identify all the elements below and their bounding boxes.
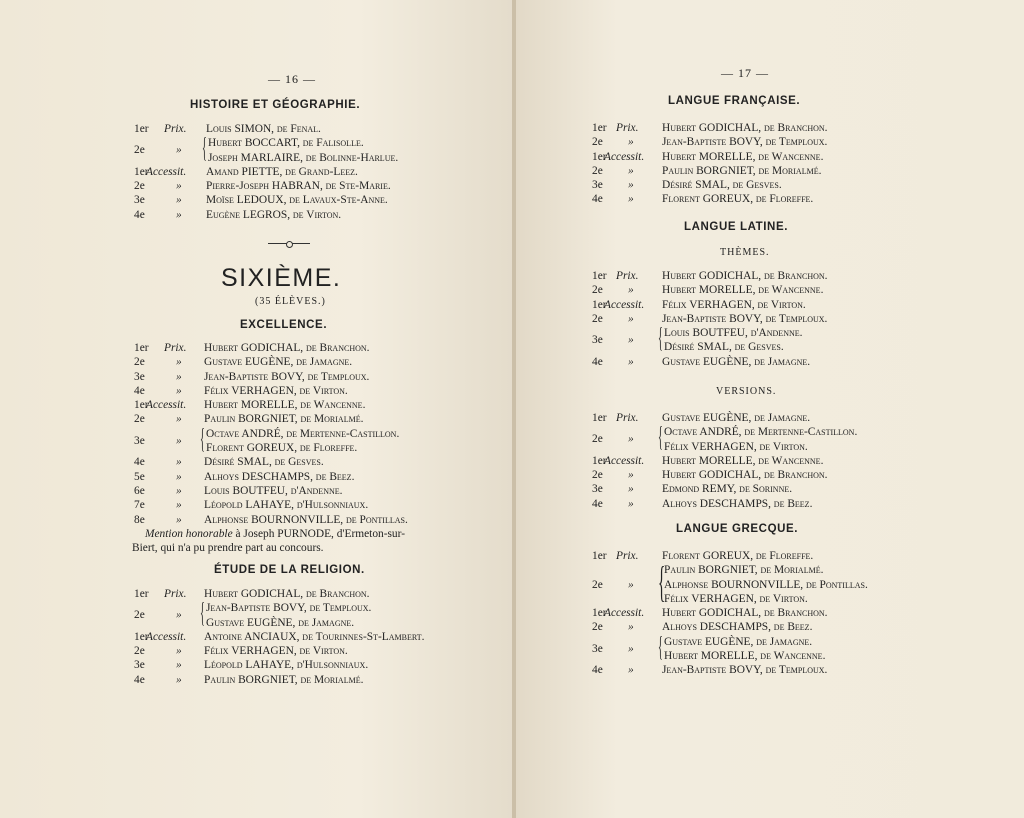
section-title-grecque: LANGUE GRECQUE. [676,523,799,535]
award-type: Accessit. [146,399,187,412]
award-type: Prix. [164,123,187,135]
list-item [134,165,474,179]
section-title-religion: ÉTUDE DE LA RELIGION. [214,564,365,576]
rank-label: 2e [134,180,145,193]
list-item [134,658,484,672]
rank-label: 2e [134,609,145,622]
award-type: » [628,664,634,677]
award-type: » [628,136,634,149]
student-name: Alhoys DESCHAMPS, de Beez. [662,621,813,634]
student-name: Hubert MORELLE, de Wancenne. [664,650,826,663]
brace-icon: { [658,422,663,454]
rank-label: 2e [134,356,145,369]
list-item [592,549,922,563]
award-type: » [176,144,182,157]
student-name: Hubert GODICHAL, de Branchon. [204,588,370,600]
rank-label: 6e [134,484,145,497]
rank-label: 4e [134,456,145,469]
rank-label: 3e [134,194,145,207]
award-type: » [628,642,634,655]
rank-label: 1er [592,454,607,467]
rank-label: 1er [592,412,607,424]
student-name: Hubert GODICHAL, de Branchon. [662,607,828,620]
student-name: Hubert MORELLE, de Wancenne. [204,399,366,412]
award-type: » [176,384,182,397]
rank-label: 1er [592,150,607,163]
student-name: Florent GOREUX, de Floreffe. [206,442,358,455]
list-item [592,340,922,354]
list-item [592,468,922,482]
award-type: » [628,164,634,177]
mention-label: Mention honorable [145,528,233,540]
student-name: Jean-Baptiste BOVY, de Temploux. [662,136,828,149]
list-item [134,398,474,412]
rank-label: 4e [134,208,145,221]
rank-label: 3e [134,434,145,447]
award-type: Prix. [164,342,187,354]
student-name: Paulin BORGNIET, de Morialmé. [664,564,824,577]
list-item [592,269,922,283]
rank-label: 4e [134,384,145,397]
rank-label: 7e [134,499,145,512]
page-number: — 16 — [268,72,316,86]
list-item [134,441,474,455]
brace-icon: { [200,423,205,455]
rank-label: 2e [592,469,603,482]
student-name: Louis BOUTFEU, d'Andenne. [664,327,803,340]
rank-label: 1er [592,550,607,562]
award-type: Accessit. [604,150,645,163]
student-name: Hubert GODICHAL, de Branchon. [662,270,828,282]
award-type: » [176,470,182,483]
student-name: Félix VERHAGEN, de Virton. [204,645,348,658]
rank-label: 2e [134,413,145,426]
student-name: Eugène LEGROS, de Virton. [206,208,342,221]
rank-label: 4e [592,355,603,368]
award-type: » [628,483,634,496]
rank-label: 1er [134,165,149,178]
list-item [134,122,474,136]
award-type: » [176,370,182,383]
list-item [592,411,922,425]
student-name: Désiré SMAL, de Gesves. [662,179,782,192]
list-item [134,616,484,630]
rank-label: 2e [592,433,603,446]
list-item [134,630,484,644]
student-name: Paulin BORGNIET, de Morialmé. [204,673,364,686]
award-type: » [176,456,182,469]
rank-label: 4e [134,673,145,686]
rank-label: 2e [592,578,603,591]
francaise-list [592,121,922,207]
rank-label: 3e [134,659,145,672]
student-name: Hubert BOCCART, de Falisolle. [208,137,364,150]
student-name: Pierre-Joseph HABRAN, de Ste-Marie. [206,180,391,193]
list-item [134,587,484,601]
list-item [134,470,474,484]
list-item [134,673,484,687]
student-name: Edmond REMY, de Sorinne. [662,483,793,496]
list-item [134,644,484,658]
student-name: Moïse LEDOUX, de Lavaux-Ste-Anne. [206,194,388,207]
student-name: Désiré SMAL, de Gesves. [204,456,324,469]
award-type: » [176,208,182,221]
brace-icon: { [658,559,666,607]
award-type: » [176,413,182,426]
award-type: » [628,621,634,634]
list-item [134,455,474,469]
list-item [592,135,922,149]
award-type: Prix. [616,550,639,562]
rank-label: 2e [592,164,603,177]
rank-label: 2e [592,284,603,297]
list-item [592,121,922,135]
class-count: (35 ÉLÈVES.) [255,296,326,307]
student-name: Jean-Baptiste BOVY, de Temploux. [662,312,828,325]
section-title-francaise: LANGUE FRANÇAISE. [668,95,801,107]
mention-honorable [145,527,445,542]
award-type: Accessit. [604,607,645,620]
rank-label: 1er [134,342,149,354]
rank-label: 8e [134,513,145,526]
mention-continuation: Biert, qui n'a pu prendre part au concours. [132,542,324,554]
student-name: Gustave EUGÈNE, de Jamagne. [662,355,811,368]
rank-label: 1er [592,607,607,620]
award-type: Prix. [164,588,187,600]
student-name: Octave ANDRÉ, de Mertenne-Castillon. [664,426,858,439]
student-name: Antoine ANCIAUX, de Tourinnes-St-Lambert. [204,630,425,643]
award-type: » [176,673,182,686]
student-name: Hubert MORELLE, de Wancenne. [662,454,824,467]
mention-text: à Joseph PURNODE, d'Ermeton-sur- [232,528,405,540]
rank-label: 3e [134,370,145,383]
award-type: » [176,659,182,672]
list-item [592,663,922,677]
section-title-excellence: EXCELLENCE. [240,319,328,331]
section-title-histoire: HISTOIRE ET GÉOGRAPHIE. [190,99,361,111]
rank-label: 3e [592,179,603,192]
student-name: Jean-Baptiste BOVY, de Temploux. [206,602,372,615]
student-name: Alhoys DESCHAMPS, de Beez. [662,497,813,510]
award-type: » [628,284,634,297]
versions-list [592,411,922,511]
student-name: Gustave EUGÈNE, de Jamagne. [662,412,811,424]
list-item [592,164,922,178]
list-item [592,440,922,454]
award-type: » [176,609,182,622]
list-item [134,341,474,355]
ornament-divider [268,243,310,244]
student-name: Hubert GODICHAL, de Branchon. [204,342,370,354]
award-type: » [628,355,634,368]
rank-label: 1er [592,270,607,282]
rank-label: 1er [134,399,149,412]
student-name: Amand PIETTE, de Grand-Leez. [206,165,358,178]
award-type: » [176,194,182,207]
student-name: Félix VERHAGEN, de Virton. [204,384,348,397]
list-item [592,454,922,468]
list-item [592,592,922,606]
award-type: » [628,433,634,446]
subsection-themes: THÈMES. [720,247,770,258]
list-item [134,498,474,512]
rank-label: 4e [592,664,603,677]
award-type: » [176,434,182,447]
award-type: Prix. [616,122,639,134]
student-name: Jean-Baptiste BOVY, de Temploux. [662,664,828,677]
award-type: » [176,180,182,193]
list-item [592,283,922,297]
award-type: » [628,497,634,510]
award-type: » [628,312,634,325]
award-type: Accessit. [604,298,645,311]
award-type: » [176,499,182,512]
brace-icon: { [658,631,663,663]
rank-label: 2e [592,136,603,149]
list-item [134,513,474,527]
award-type: Accessit. [604,454,645,467]
rank-label: 5e [134,470,145,483]
award-type: » [176,484,182,497]
list-item [592,192,922,206]
section-title-latine: LANGUE LATINE. [684,221,789,233]
student-name: Paulin BORGNIET, de Morialmé. [662,164,822,177]
excellence-list [134,341,474,527]
student-name: Alphonse BOURNONVILLE, de Pontillas. [204,513,408,526]
award-type: Accessit. [146,630,187,643]
list-item [592,150,922,164]
rank-label: 3e [592,334,603,347]
rank-label: 4e [592,497,603,510]
class-title: SIXIÈME. [221,264,342,292]
list-item [134,193,474,207]
rank-label: 3e [592,642,603,655]
award-type: Accessit. [146,165,187,178]
student-name: Hubert MORELLE, de Wancenne. [662,150,824,163]
list-item [134,208,474,222]
list-item [592,482,922,496]
list-item [592,355,922,369]
student-name: Félix VERHAGEN, de Virton. [662,298,806,311]
student-name: Félix VERHAGEN, de Virton. [664,592,808,605]
list-item [134,370,474,384]
student-name: Léopold LAHAYE, d'Hulsonniaux. [204,499,369,512]
award-type: » [628,578,634,591]
list-item [592,620,922,634]
histoire-list [134,122,474,222]
rank-label: 2e [592,621,603,634]
student-name: Gustave EUGÈNE, de Jamagne. [204,356,353,369]
list-item [592,497,922,511]
award-type: » [628,334,634,347]
student-name: Jean-Baptiste BOVY, de Temploux. [204,370,370,383]
list-item [592,312,922,326]
list-item [134,484,474,498]
award-type: » [628,469,634,482]
student-name: Hubert MORELLE, de Wancenne. [662,284,824,297]
list-item [134,151,474,165]
student-name: Paulin BORGNIET, de Morialmé. [204,413,364,426]
award-type: » [176,356,182,369]
brace-icon: { [202,133,207,165]
student-name: Joseph MARLAIRE, de Bolinne-Harlue. [208,151,399,164]
list-item [134,384,474,398]
student-name: Octave ANDRÉ, de Mertenne-Castillon. [206,427,400,440]
religion-list [134,587,484,687]
rank-label: 4e [592,193,603,206]
rank-label: 2e [134,144,145,157]
award-type: » [628,193,634,206]
rank-label: 2e [134,645,145,658]
list-item [592,606,922,620]
student-name: Gustave EUGÈNE, de Jamagne. [664,635,813,648]
student-name: Florent GOREUX, de Floreffe. [662,550,814,562]
list-item [592,178,922,192]
award-type: » [628,179,634,192]
student-name: Florent GOREUX, de Floreffe. [662,193,814,206]
grecque-list [592,549,922,678]
rank-label: 1er [134,630,149,643]
brace-icon: { [658,323,663,355]
student-name: Hubert GODICHAL, de Branchon. [662,122,828,134]
right-page [516,0,1024,818]
rank-label: 2e [592,312,603,325]
rank-label: 1er [592,298,607,311]
student-name: Alhoys DESCHAMPS, de Beez. [204,470,355,483]
student-name: Félix VERHAGEN, de Virton. [664,440,808,453]
list-item [592,578,922,592]
student-name: Désiré SMAL, de Gesves. [664,341,784,354]
award-type: Prix. [616,412,639,424]
themes-list [592,269,922,369]
list-item [592,649,922,663]
student-name: Alphonse BOURNONVILLE, de Pontillas. [664,578,868,591]
rank-label: 1er [592,122,607,134]
list-item [134,355,474,369]
list-item [592,298,922,312]
subsection-versions: VERSIONS. [716,386,777,397]
page-number: — 17 — [721,66,769,80]
list-item [134,179,474,193]
brace-icon: { [200,598,205,630]
student-name: Louis BOUTFEU, d'Andenne. [204,484,343,497]
student-name: Léopold LAHAYE, d'Hulsonniaux. [204,659,369,672]
student-name: Hubert GODICHAL, de Branchon. [662,469,828,482]
rank-label: 1er [134,123,149,135]
rank-label: 1er [134,588,149,600]
rank-label: 3e [592,483,603,496]
award-type: » [176,645,182,658]
award-type: » [176,513,182,526]
list-item [134,412,474,426]
award-type: Prix. [616,270,639,282]
student-name: Gustave EUGÈNE, de Jamagne. [206,616,355,629]
student-name: Louis SIMON, de Fenal. [206,123,321,135]
